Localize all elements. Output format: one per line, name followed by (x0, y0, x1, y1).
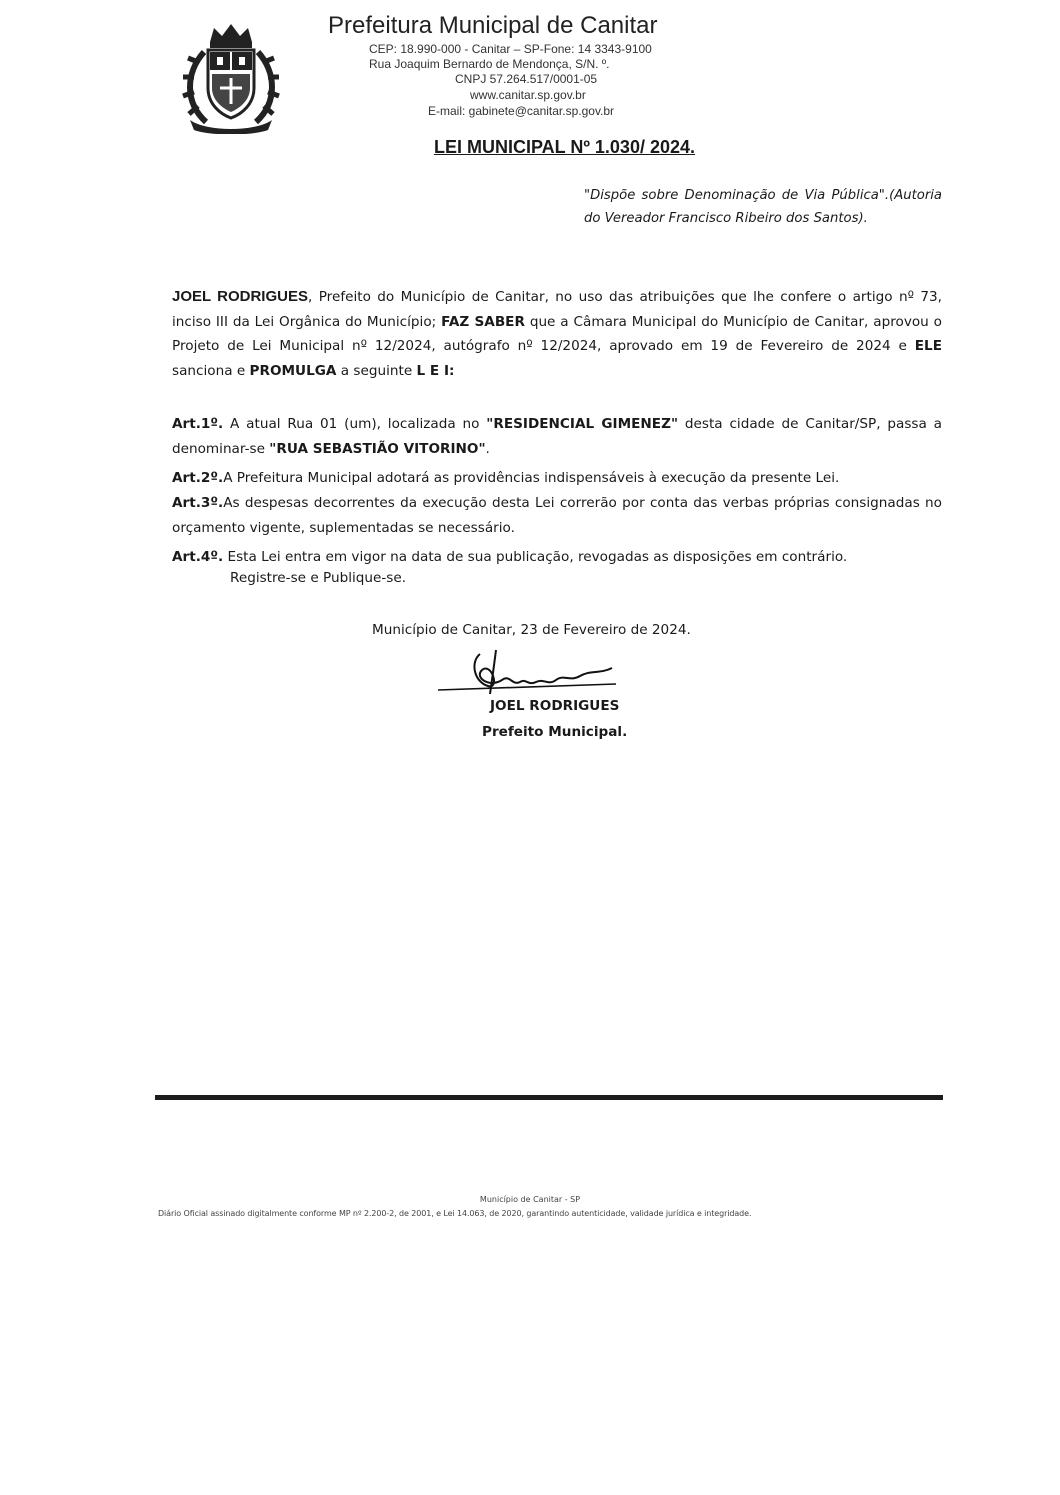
article-1-end: . (485, 440, 490, 457)
coat-of-arms-icon (176, 22, 286, 134)
lei-label: L E I: (416, 362, 455, 379)
article-1-label: Art.1º. (172, 416, 224, 432)
article-3-text: As despesas decorrentes da execução desta Lei correrão por conta das verbas próprias consignadas no orçamento vigente, suplementadas se necessário. (172, 495, 942, 536)
article-4 (172, 545, 942, 570)
footer-municipality: Município de Canitar - SP (479, 1195, 581, 1204)
article-4-text: Esta Lei entra em vigor na data de sua publicação, revogadas as disposições em contrário. (223, 549, 848, 565)
header-street-line: Rua Joaquim Bernardo de Mendonça, S/N. º. (369, 57, 610, 71)
article-1-text-b: desta cidade de Canitar/SP, passa a denominar-se (172, 416, 942, 457)
law-summary: "Dispõe sobre Denominação de Via Pública".(Autoria do Vereador Francisco Ribeiro dos Santos). (584, 188, 942, 226)
mayor-name: JOEL RODRIGUES (172, 288, 308, 305)
closing-statement: Registre-se e Publique-se. (230, 570, 407, 586)
preamble-text-3: sanciona e (172, 362, 250, 379)
signer-role: Prefeito Municipal. (482, 724, 628, 740)
promulga-label: PROMULGA (249, 362, 337, 379)
law-title: LEI MUNICIPAL Nº 1.030/ 2024. (434, 137, 695, 157)
header-website-line: www.canitar.sp.gov.br (470, 88, 586, 102)
footer-divider (155, 1095, 943, 1100)
municipality-name: Prefeitura Municipal de Canitar (328, 12, 658, 39)
preamble-text-1: , Prefeito do Município de Canitar, no uso das atribuições que lhe confere o artigo nº 73, inciso III da Lei Orgânica do Município; (172, 289, 942, 330)
preamble-paragraph (172, 285, 942, 383)
article-2-label: Art.2º. (172, 470, 224, 486)
article-1-street-name: "RUA SEBASTIÃO VITORINO" (269, 440, 486, 457)
header-cnpj-line: CNPJ 57.264.517/0001-05 (455, 72, 598, 86)
article-2 (172, 466, 942, 491)
preamble-text-2: que a Câmara Municipal do Município de Canitar, aprovou o Projeto de Lei Municipal nº 12/2024, autógrafo nº 12/2024, aprovado em 19 de Fevereiro de 2024 e (172, 313, 942, 354)
faz-saber-label: FAZ SABER (441, 313, 525, 330)
footer-digital-signature-note: Diário Oficial assinado digitalmente conforme MP nº 2.200-2, de 2001, e Lei 14.063, de 2020, garantindo autenticidade, validade jurídica e integridade. (158, 1209, 752, 1218)
article-3-label: Art.3º. (172, 495, 224, 511)
signature-date: Município de Canitar, 23 de Fevereiro de 2024. (372, 622, 691, 638)
article-2-text: A Prefeitura Municipal adotará as providências indispensáveis à execução da presente Lei. (223, 470, 840, 486)
signer-name: JOEL RODRIGUES (490, 698, 620, 714)
article-1-text-a: A atual Rua 01 (um), localizada no (223, 416, 487, 432)
article-3 (172, 491, 942, 540)
article-1-place: "RESIDENCIAL GIMENEZ" (486, 416, 679, 432)
article-4-label: Art.4º. (172, 549, 224, 565)
header-address-line: CEP: 18.990-000 - Canitar – SP-Fone: 14 3343-9100 (369, 42, 652, 56)
article-1 (172, 412, 942, 461)
preamble-text-4: a seguinte (336, 362, 417, 379)
header-email-line: E-mail: gabinete@canitar.sp.gov.br (428, 104, 615, 118)
ele-label: ELE (914, 338, 942, 354)
